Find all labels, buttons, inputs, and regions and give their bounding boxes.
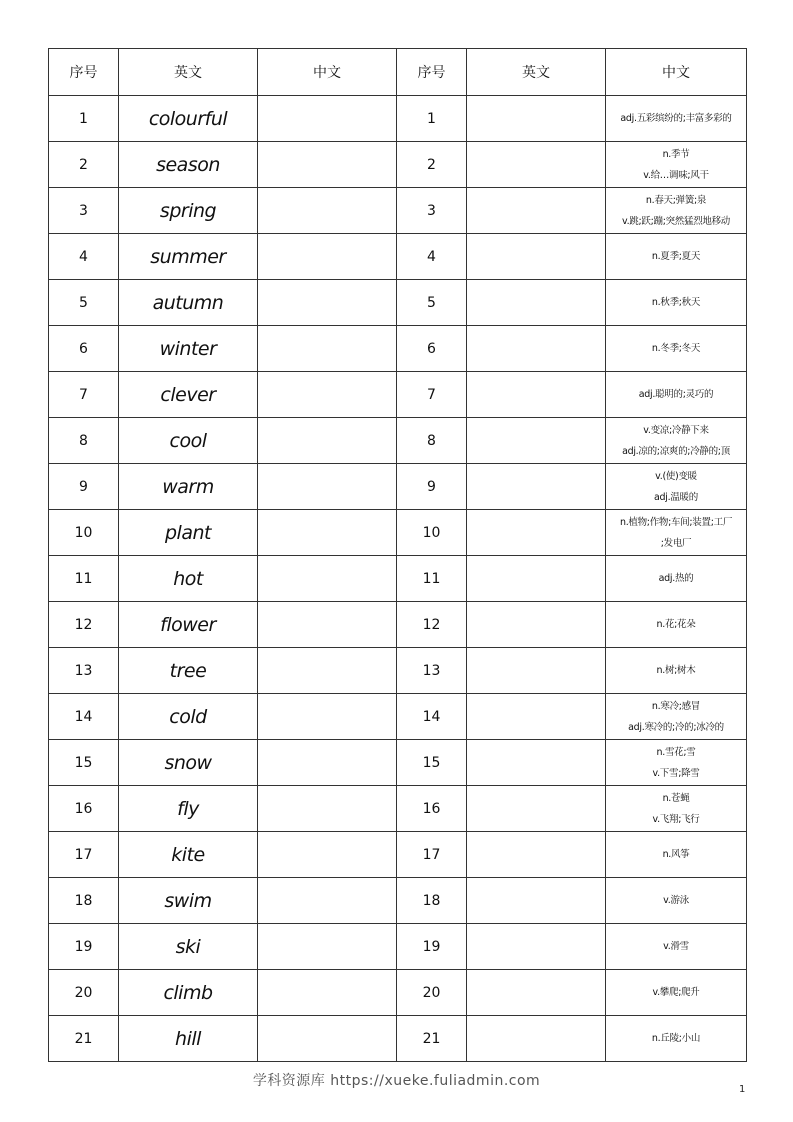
table-row: [49, 878, 747, 924]
row-number-2: 6: [397, 326, 467, 372]
chinese-answer-blank[interactable]: [258, 786, 397, 832]
page-number: 1: [739, 1084, 746, 1095]
chinese-meaning: [606, 694, 747, 740]
row-number: 17: [49, 832, 119, 878]
english-word: tree: [119, 648, 258, 694]
meaning-line: v.飞翔;飞行: [652, 813, 700, 825]
english-answer-blank[interactable]: [467, 372, 606, 418]
row-number: 11: [49, 556, 119, 602]
english-answer-blank[interactable]: [467, 602, 606, 648]
row-number: 5: [49, 280, 119, 326]
english-answer-blank[interactable]: [467, 464, 606, 510]
table-row: [49, 970, 747, 1016]
english-word: flower: [119, 602, 258, 648]
table-row: [49, 96, 747, 142]
chinese-meaning: [606, 786, 747, 832]
english-word: colourful: [119, 96, 258, 142]
table-row: [49, 648, 747, 694]
chinese-answer-blank[interactable]: [258, 326, 397, 372]
row-number-2: 1: [397, 96, 467, 142]
row-number: 7: [49, 372, 119, 418]
chinese-answer-blank[interactable]: [258, 510, 397, 556]
english-word: season: [119, 142, 258, 188]
row-number-2: 20: [397, 970, 467, 1016]
meaning-line: adj.聪明的;灵巧的: [638, 389, 714, 400]
meaning-line: n.雪花;雪: [656, 746, 696, 758]
header-row: [49, 49, 747, 96]
table-row: [49, 602, 747, 648]
english-answer-blank[interactable]: [467, 878, 606, 924]
row-number: 19: [49, 924, 119, 970]
chinese-answer-blank[interactable]: [258, 234, 397, 280]
chinese-answer-blank[interactable]: [258, 602, 397, 648]
header-chinese: 中文: [258, 49, 397, 96]
row-number-2: 21: [397, 1016, 467, 1062]
english-answer-blank[interactable]: [467, 694, 606, 740]
english-word: hot: [119, 556, 258, 602]
header-chinese-2: 中文: [606, 49, 747, 96]
chinese-meaning: [606, 970, 747, 1016]
table-row: [49, 326, 747, 372]
meaning-line: n.冬季;冬天: [651, 343, 701, 354]
chinese-answer-blank[interactable]: [258, 832, 397, 878]
row-number: 20: [49, 970, 119, 1016]
meaning-line: adj.凉的;凉爽的;冷静的;顶: [622, 445, 730, 457]
chinese-meaning: [606, 556, 747, 602]
row-number: 10: [49, 510, 119, 556]
table-body: [49, 96, 747, 1062]
meaning-line: n.树;树木: [656, 665, 696, 676]
meaning-line: v.(使)变暖: [655, 470, 697, 482]
meaning-line: n.植物;作物;车间;装置;工厂: [619, 516, 733, 528]
chinese-meaning: [606, 1016, 747, 1062]
chinese-meaning: [606, 464, 747, 510]
row-number: 18: [49, 878, 119, 924]
english-answer-blank[interactable]: [467, 234, 606, 280]
chinese-answer-blank[interactable]: [258, 418, 397, 464]
table-row: [49, 740, 747, 786]
english-word: hill: [119, 1016, 258, 1062]
english-answer-blank[interactable]: [467, 786, 606, 832]
english-word: snow: [119, 740, 258, 786]
table-row: [49, 924, 747, 970]
row-number: 4: [49, 234, 119, 280]
meaning-line: n.丘陵;小山: [651, 1033, 701, 1044]
english-answer-blank[interactable]: [467, 418, 606, 464]
vocabulary-table: [48, 48, 747, 1062]
meaning-line: v.下雪;降雪: [652, 767, 700, 779]
row-number-2: 17: [397, 832, 467, 878]
table-row: [49, 832, 747, 878]
table-row: [49, 464, 747, 510]
english-word: clever: [119, 372, 258, 418]
row-number-2: 18: [397, 878, 467, 924]
chinese-answer-blank[interactable]: [258, 924, 397, 970]
meaning-line: n.夏季;夏天: [651, 251, 701, 262]
chinese-meaning: [606, 418, 747, 464]
meaning-line: n.春天;弹簧;泉: [645, 194, 707, 206]
chinese-meaning: [606, 326, 747, 372]
table-row: [49, 418, 747, 464]
header-english: 英文: [119, 49, 258, 96]
chinese-answer-blank[interactable]: [258, 464, 397, 510]
english-word: ski: [119, 924, 258, 970]
row-number-2: 3: [397, 188, 467, 234]
english-word: kite: [119, 832, 258, 878]
meaning-line: v.跳;跃;蹦;突然猛烈地移动: [621, 215, 730, 227]
chinese-meaning: [606, 372, 747, 418]
meaning-line: adj.热的: [658, 573, 694, 584]
chinese-answer-blank[interactable]: [258, 372, 397, 418]
chinese-answer-blank[interactable]: [258, 694, 397, 740]
row-number-2: 16: [397, 786, 467, 832]
row-number: 2: [49, 142, 119, 188]
chinese-meaning: [606, 188, 747, 234]
meaning-line: n.风筝: [662, 849, 690, 860]
chinese-meaning: [606, 280, 747, 326]
english-answer-blank[interactable]: [467, 970, 606, 1016]
chinese-meaning: [606, 878, 747, 924]
header-number: 序号: [49, 49, 119, 96]
row-number-2: 7: [397, 372, 467, 418]
table-row: [49, 280, 747, 326]
row-number-2: 15: [397, 740, 467, 786]
row-number: 14: [49, 694, 119, 740]
meaning-line: v.攀爬;爬升: [652, 987, 700, 998]
english-answer-blank[interactable]: [467, 510, 606, 556]
chinese-meaning: [606, 142, 747, 188]
chinese-answer-blank[interactable]: [258, 1016, 397, 1062]
english-answer-blank[interactable]: [467, 1016, 606, 1062]
english-word: warm: [119, 464, 258, 510]
english-word: spring: [119, 188, 258, 234]
chinese-answer-blank[interactable]: [258, 970, 397, 1016]
chinese-answer-blank[interactable]: [258, 740, 397, 786]
row-number-2: 19: [397, 924, 467, 970]
table-row: [49, 234, 747, 280]
chinese-meaning: [606, 740, 747, 786]
row-number-2: 8: [397, 418, 467, 464]
row-number-2: 11: [397, 556, 467, 602]
row-number: 6: [49, 326, 119, 372]
chinese-meaning: [606, 832, 747, 878]
chinese-answer-blank[interactable]: [258, 280, 397, 326]
row-number: 21: [49, 1016, 119, 1062]
table-row: [49, 510, 747, 556]
table-row: [49, 372, 747, 418]
chinese-meaning: [606, 602, 747, 648]
chinese-answer-blank[interactable]: [258, 188, 397, 234]
english-answer-blank[interactable]: [467, 924, 606, 970]
english-answer-blank[interactable]: [467, 326, 606, 372]
chinese-answer-blank[interactable]: [258, 878, 397, 924]
row-number: 15: [49, 740, 119, 786]
chinese-meaning: [606, 924, 747, 970]
chinese-meaning: [606, 234, 747, 280]
english-answer-blank[interactable]: [467, 280, 606, 326]
meaning-line: n.寒冷;感冒: [651, 700, 701, 712]
english-answer-blank[interactable]: [467, 648, 606, 694]
row-number-2: 14: [397, 694, 467, 740]
meaning-line: v.游泳: [663, 895, 689, 906]
chinese-answer-blank[interactable]: [258, 648, 397, 694]
english-word: cold: [119, 694, 258, 740]
row-number-2: 4: [397, 234, 467, 280]
meaning-line: n.苍蝇: [662, 792, 690, 804]
row-number: 16: [49, 786, 119, 832]
meaning-line: n.季节: [662, 148, 690, 160]
english-word: summer: [119, 234, 258, 280]
english-answer-blank[interactable]: [467, 832, 606, 878]
english-word: fly: [119, 786, 258, 832]
chinese-answer-blank[interactable]: [258, 96, 397, 142]
table-row: [49, 786, 747, 832]
english-answer-blank[interactable]: [467, 188, 606, 234]
meaning-line: adj.寒冷的;冷的;冰冷的: [628, 721, 724, 733]
row-number: 3: [49, 188, 119, 234]
row-number-2: 10: [397, 510, 467, 556]
table-row: [49, 1016, 747, 1062]
table-row: [49, 556, 747, 602]
meaning-line: adj.五彩缤纷的;丰富多彩的: [620, 113, 732, 124]
row-number-2: 9: [397, 464, 467, 510]
meaning-line: adj.温暖的: [654, 491, 698, 503]
english-word: climb: [119, 970, 258, 1016]
row-number: 9: [49, 464, 119, 510]
chinese-meaning: [606, 648, 747, 694]
table-row: [49, 142, 747, 188]
row-number: 8: [49, 418, 119, 464]
english-answer-blank[interactable]: [467, 740, 606, 786]
english-word: autumn: [119, 280, 258, 326]
english-word: cool: [119, 418, 258, 464]
chinese-meaning: [606, 96, 747, 142]
english-answer-blank[interactable]: [467, 556, 606, 602]
english-word: swim: [119, 878, 258, 924]
meaning-line: n.秋季;秋天: [651, 297, 701, 308]
row-number: 1: [49, 96, 119, 142]
chinese-meaning: [606, 510, 747, 556]
meaning-line: v.给…调味;风干: [643, 169, 709, 181]
english-word: plant: [119, 510, 258, 556]
footer-source: 学科资源库 https://xueke.fuliadmin.com: [252, 1073, 541, 1089]
meaning-line: n.花;花朵: [656, 619, 696, 630]
english-answer-blank[interactable]: [467, 96, 606, 142]
english-word: winter: [119, 326, 258, 372]
chinese-answer-blank[interactable]: [258, 556, 397, 602]
row-number-2: 12: [397, 602, 467, 648]
row-number-2: 5: [397, 280, 467, 326]
row-number-2: 13: [397, 648, 467, 694]
row-number: 12: [49, 602, 119, 648]
table-row: [49, 694, 747, 740]
meaning-line: ;发电厂: [660, 537, 692, 549]
header-english-2: 英文: [467, 49, 606, 96]
table-row: [49, 188, 747, 234]
meaning-line: v.滑雪: [663, 941, 689, 952]
row-number: 13: [49, 648, 119, 694]
header-number-2: 序号: [397, 49, 467, 96]
chinese-answer-blank[interactable]: [258, 142, 397, 188]
row-number-2: 2: [397, 142, 467, 188]
english-answer-blank[interactable]: [467, 142, 606, 188]
meaning-line: v.变凉;冷静下来: [643, 424, 709, 436]
